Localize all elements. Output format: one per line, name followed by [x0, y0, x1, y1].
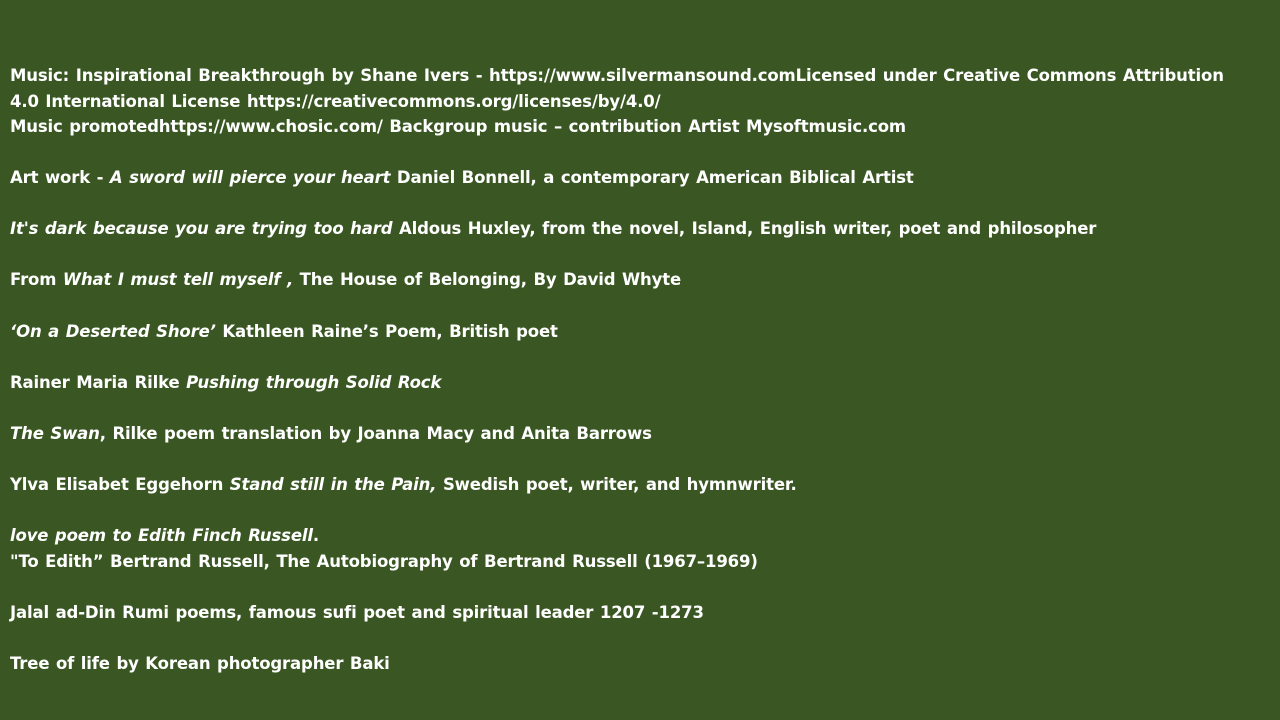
music-credit-text-2: 4.0 International License https://creativecommons.org/licenses/by/4.0/ — [10, 92, 661, 111]
huxley-credit — [10, 219, 1096, 239]
rilke-poem-title: Pushing through Solid Rock — [186, 373, 442, 392]
rumi-text: Jalal ad-Din Rumi poems, famous sufi poet and spiritual leader 1207 -1273 — [10, 603, 704, 622]
huxley-author: Aldous Huxley, from the novel, Island, English writer, poet and philosopher — [392, 219, 1097, 238]
whyte-prefix: From — [10, 270, 63, 289]
russell-source-line — [10, 552, 758, 572]
tree-of-life-credit — [10, 654, 390, 674]
russell-poem-title: love poem to Edith Finch Russell — [10, 526, 313, 545]
whyte-poem-title: What I must tell myself , — [62, 270, 294, 289]
whyte-credit — [10, 270, 681, 290]
artwork-title: A sword will pierce your heart — [109, 168, 391, 187]
russell-poem-title-end: . — [312, 526, 320, 545]
swan-credit — [10, 424, 652, 444]
raine-author: Kathleen Raine’s Poem, British poet — [215, 322, 558, 341]
raine-poem-title: ‘On a Deserted Shore’ — [10, 322, 216, 341]
rilke-author: Rainer Maria Rilke — [10, 373, 187, 392]
music-credit-text-1: Music: Inspirational Breakthrough by Shane Ivers - https://www.silvermansound.comLicensed under Creative Commons Attribution — [10, 66, 1224, 85]
russell-source: "To Edith” Bertrand Russell, The Autobiography of Bertrand Russell (1967–1969) — [10, 552, 758, 571]
eggehorn-poem-title: Stand still in the Pain, — [229, 475, 437, 494]
music-credit-line-3 — [10, 117, 906, 137]
music-credit-line-1 — [10, 66, 1224, 86]
artwork-prefix: Art work - — [10, 168, 110, 187]
music-credit-line-2 — [10, 92, 661, 112]
rumi-credit — [10, 603, 704, 623]
artwork-credit — [10, 168, 914, 188]
swan-poem-title: The Swan — [10, 424, 100, 443]
artwork-artist: Daniel Bonnell, a contemporary American Biblical Artist — [390, 168, 914, 187]
music-credit-text-3: Music promotedhttps://www.chosic.com/ Backgroup music – contribution Artist Mysoftmusic.com — [10, 117, 906, 136]
tree-of-life-text: Tree of life by Korean photographer Baki — [10, 654, 390, 673]
eggehorn-description: Swedish poet, writer, and hymnwriter. — [436, 475, 797, 494]
swan-translation: , Rilke poem translation by Joanna Macy and Anita Barrows — [99, 424, 652, 443]
huxley-quote-title: It's dark because you are trying too hard — [10, 219, 393, 238]
eggehorn-author: Ylva Elisabet Eggehorn — [10, 475, 230, 494]
rilke-rock-credit — [10, 373, 441, 393]
russell-poem-line — [10, 526, 319, 546]
eggehorn-credit — [10, 475, 797, 495]
whyte-source: The House of Belonging, By David Whyte — [293, 270, 682, 289]
raine-credit — [10, 322, 558, 342]
